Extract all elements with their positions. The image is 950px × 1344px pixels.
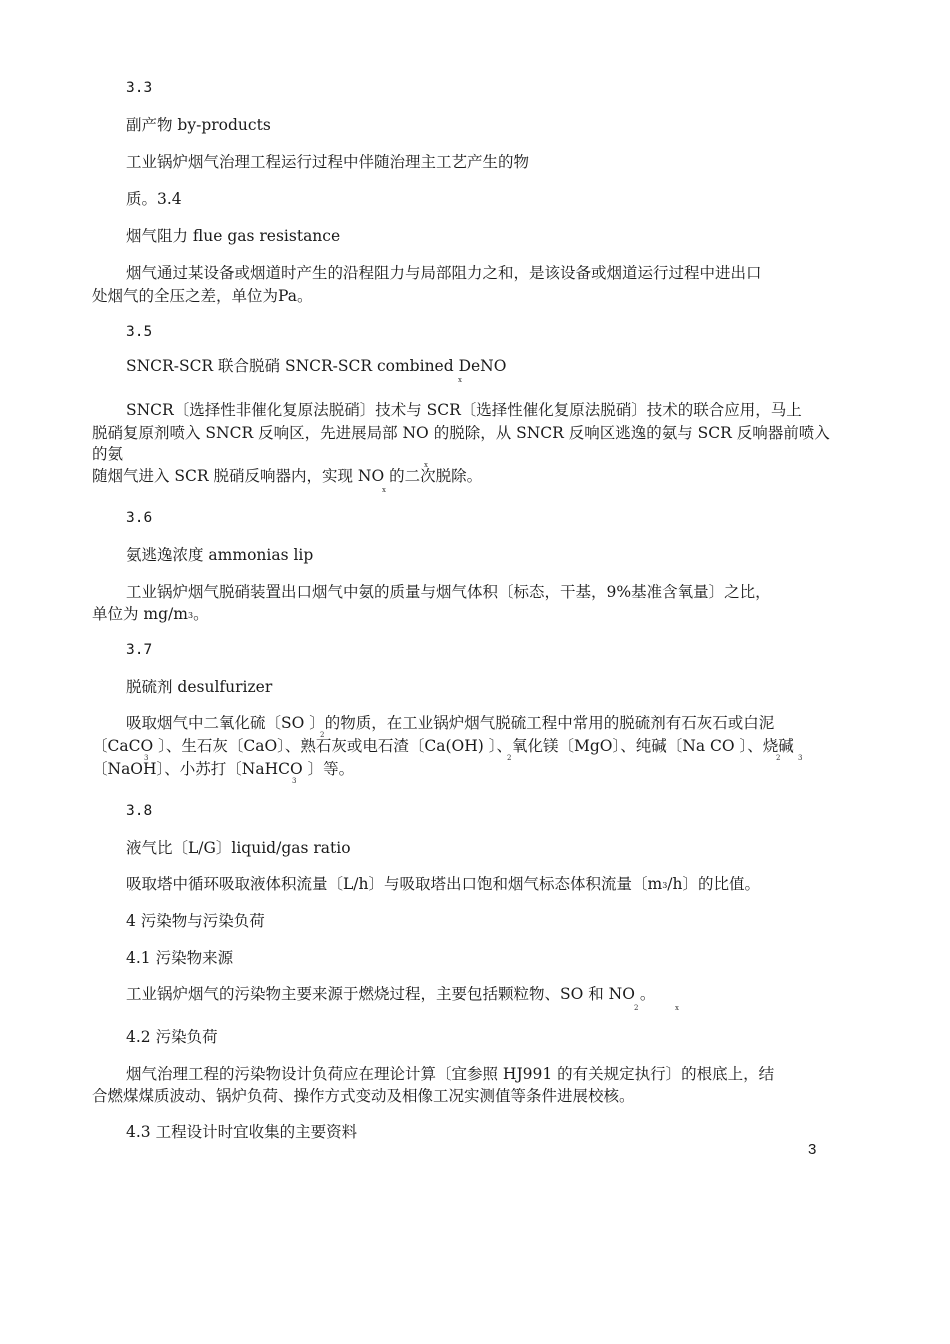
na2-subscript: 2 <box>776 754 781 762</box>
section-3-5-title-subscript: x <box>458 376 462 384</box>
section-3-7-number: 3.7 <box>126 642 153 658</box>
section-3-8-text <box>126 873 760 897</box>
section-3-6-number: 3.6 <box>126 510 153 526</box>
co3-subscript: 3 <box>798 754 803 762</box>
section-4-3-title: 4.3 工程设计时宜收集的主要资料 <box>126 1123 358 1141</box>
section-3-5-number: 3.5 <box>126 324 153 340</box>
section-3-5-text-line1: SNCR〔选择性非催化复原法脱硝〕技术与 SCR〔选择性催化复原法脱硝〕技术的联合应用，马上 <box>126 401 802 419</box>
section-3-5-text-line4: 随烟气进入 SCR 脱硝反响器内，实现 NO 的二次脱除。 <box>92 467 483 485</box>
section-4-2-text-line1: 烟气治理工程的污染物设计负荷应在理论计算〔宜参照 HJ991 的有关规定执行〕的根底上，结 <box>126 1065 775 1083</box>
page-number: 3 <box>808 1141 817 1158</box>
so2-subscript: 2 <box>320 731 325 739</box>
section-3-7-text-line2: 〔CaCO 〕、生石灰〔CaO〕、熟石灰或电石渣〔Ca(OH) 〕、氧化镁〔MgO〕、纯碱〔Na CO 〕、烧碱 <box>92 737 794 755</box>
section-3-4-text-line1: 烟气通过某设备或烟道时产生的沿程阻力与局部阻力之和，是该设备或烟道运行过程中进出口 <box>126 264 762 282</box>
section-3-7-text-line3: 〔NaOH〕、小苏打〔NaHCO 〕等。 <box>92 760 355 778</box>
section-3-3-number: 3.3 <box>126 80 153 96</box>
so2-subscript-4-1: 2 <box>634 1004 639 1012</box>
section-3-4-title: 烟气阻力 flue gas resistance <box>126 227 341 245</box>
chapter-4-title: 4 污染物与污染负荷 <box>126 912 265 930</box>
section-4-1-text: 工业锅炉烟气的污染物主要来源于燃烧过程，主要包括颗粒物、SO 和 NO 。 <box>126 985 656 1003</box>
section-4-2-text-line2: 合燃煤煤质波动、锅炉负荷、操作方式变动及相像工况实测值等条件进展校核。 <box>92 1087 635 1105</box>
section-3-4-text-line2: 处烟气的全压之差，单位为Pa。 <box>92 287 313 305</box>
section-3-5-superscript-x: x <box>424 461 428 469</box>
caoh2-subscript: 2 <box>507 754 512 762</box>
section-3-8-number: 3.8 <box>126 803 153 819</box>
section-4-1-title: 4.1 污染物来源 <box>126 949 234 967</box>
section-3-5-text-line2: 脱硝复原剂喷入 SNCR 反响区，先进展局部 NO 的脱除，从 SNCR 反响区逃逸的氨与 SCR 反响器前喷入 <box>92 424 830 442</box>
section-3-3-text-line1: 工业锅炉烟气治理工程运行过程中伴随治理主工艺产生的物 <box>126 153 530 171</box>
section-3-7-text-line1: 吸取烟气中二氧化硫〔SO 〕的物质，在工业锅炉烟气脱硫工程中常用的脱硫剂有石灰石或白泥 <box>126 714 775 732</box>
unit-text: 单位为 mg/m <box>92 605 188 623</box>
ratio-end: /h〕的比值。 <box>667 875 761 893</box>
ratio-superscript: 3 <box>662 881 668 890</box>
unit-superscript: 3 <box>187 611 194 620</box>
section-3-5-text-line3: 的氨 <box>92 445 124 463</box>
nox-subscript-4-1: x <box>675 1004 679 1012</box>
unit-end: 。 <box>193 605 209 623</box>
section-3-5-title: SNCR-SCR 联合脱硝 SNCR-SCR combined DeNO <box>126 357 507 375</box>
ratio-text: 吸取塔中循环吸取液体积流量〔L/h〕与吸取塔出口饱和烟气标态体积流量〔m <box>126 875 663 893</box>
section-3-8-title: 液气比〔L/G〕liquid/gas ratio <box>126 839 351 857</box>
section-3-3-text-line2: 质。3.4 <box>126 190 182 208</box>
section-3-6-title: 氨逃逸浓度 ammonias lip <box>126 546 314 564</box>
section-4-2-title: 4.2 污染负荷 <box>126 1028 218 1046</box>
section-3-6-text-line1: 工业锅炉烟气脱硝装置出口烟气中氨的质量与烟气体积〔标态，干基，9%基准含氧量〕之比， <box>126 583 771 601</box>
section-3-3-title: 副产物 by-products <box>126 116 271 134</box>
section-3-5-subscript-x: x <box>382 486 386 494</box>
caco3-subscript: 3 <box>144 754 149 762</box>
section-3-6-text-line2 <box>92 603 209 627</box>
section-3-7-title: 脱硫剂 desulfurizer <box>126 678 273 696</box>
nahco3-subscript: 3 <box>292 777 297 785</box>
